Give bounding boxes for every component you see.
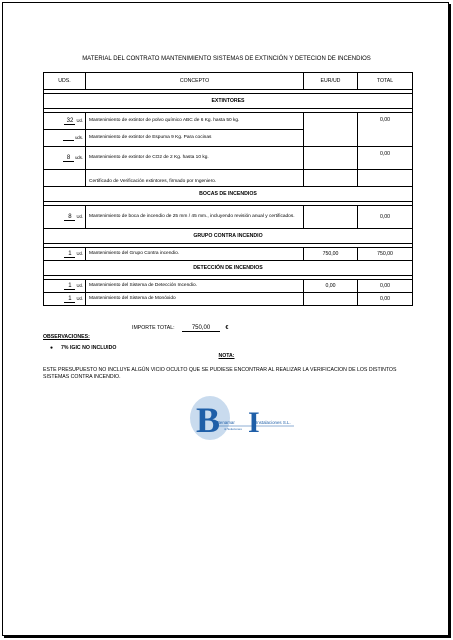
- row-total: 0,00: [358, 293, 413, 306]
- unit-label: Ud.: [76, 250, 83, 256]
- budget-table: [43, 72, 413, 306]
- table-row: [44, 147, 413, 170]
- importe-value: 750,00: [182, 325, 220, 332]
- qty-value: 1: [64, 283, 75, 290]
- qty-value: 1: [64, 251, 75, 258]
- row-price: 750,00: [304, 248, 358, 261]
- row-total: 750,00: [358, 248, 413, 261]
- row-description: Mantenimiento de extintor de CO2 de 2 Kg. hasta 10 kg.: [86, 147, 304, 170]
- row-total: 0,00: [358, 113, 413, 147]
- company-logo: [184, 394, 304, 442]
- table-row: [44, 293, 413, 306]
- row-description: Mantenimiento del Sistema de Monóxido: [86, 293, 304, 306]
- row-description: Mantenimiento del Sistema de Detección Incendio.: [86, 280, 304, 293]
- header-uds: UDS.: [44, 73, 86, 90]
- logo-b-letter: B: [196, 400, 221, 440]
- qty-value: 1: [64, 296, 75, 303]
- qty-value: 8: [64, 214, 75, 221]
- logo-tagline: ni Soluciones: [224, 427, 242, 431]
- list-item: [50, 345, 116, 351]
- qty-value: [63, 135, 74, 141]
- row-description: Mantenimiento de boca de incendio de 25 mm / 45 mm., incluyendo revisión anual y certificados.: [86, 206, 304, 229]
- section-grupo: GRUPO CONTRA INCENDIO: [44, 229, 413, 244]
- row-total: 0,00: [358, 280, 413, 293]
- header-concepto: CONCEPTO: [86, 73, 304, 90]
- document-title: MATERIAL DEL CONTRATO MANTENIMIENTO SISTEMAS DE EXTINCIÓN Y DETECION DE INCENDIOS: [82, 56, 371, 62]
- table-row: [44, 113, 413, 130]
- nota-text: ESTE PRESUPUESTO NO INCLUYE ALGÚN VICIO OCULTO QUE SE PUDIESE ENCONTRAR AL REALIZAR LA VERIFICACION DE LOS DISTINTOS SISTEMAS CONTRA INCENDIO.: [43, 367, 397, 380]
- table-row: [44, 170, 413, 187]
- unit-label: Ud.: [76, 282, 83, 288]
- header-total: TOTAL: [358, 73, 413, 90]
- row-description: Mantenimiento de extintor de polvo químico ABC de 6 Kg. hasta 50 kg.: [86, 113, 304, 130]
- bullet-icon: ●: [50, 345, 54, 351]
- section-extintores: EXTINTORES: [44, 94, 413, 109]
- row-description: Certificado de Verificación extintores, firmado por Ingeniero.: [86, 170, 304, 187]
- unit-label: Ud.: [76, 117, 83, 123]
- unit-label: uds.: [75, 154, 83, 160]
- observaciones-label: OBSERVACIONES:: [43, 334, 90, 340]
- row-total: 0,00: [358, 206, 413, 229]
- nota-label: NOTA:: [218, 353, 235, 359]
- table-row: [44, 248, 413, 261]
- logo-brand-1: Benamar: [217, 420, 235, 425]
- section-deteccion: DETECCIÓN DE INCENDIOS: [44, 261, 413, 276]
- importe-total: [132, 325, 228, 332]
- unit-label: uds.: [75, 135, 83, 140]
- row-description: Mantenimiento del Grupo Contra incendio.: [86, 248, 304, 261]
- qty-value: 8: [63, 155, 74, 162]
- currency-symbol: €: [225, 325, 229, 331]
- logo-i-letter: I: [248, 406, 260, 439]
- qty-value: 32: [64, 118, 75, 125]
- row-price: 0,00: [304, 280, 358, 293]
- unit-label: Ud.: [76, 213, 83, 219]
- observacion-text: 7% IGIC NO INCLUIDO: [61, 345, 117, 351]
- unit-label: Ud.: [76, 295, 83, 301]
- section-bocas: BOCAS DE INCENDIOS: [44, 187, 413, 202]
- table-header-row: [44, 73, 413, 90]
- row-total: 0,00: [358, 147, 413, 170]
- header-eur-ud: EUR/UD: [304, 73, 358, 90]
- row-description: Mantenimiento de extintor de Espuma 9 Kg. Para cocinas: [86, 130, 304, 147]
- importe-label: IMPORTE TOTAL:: [132, 325, 175, 331]
- table-row: [44, 206, 413, 229]
- table-row: [44, 280, 413, 293]
- logo-brand-2: Instalaciones S.L.: [256, 420, 291, 425]
